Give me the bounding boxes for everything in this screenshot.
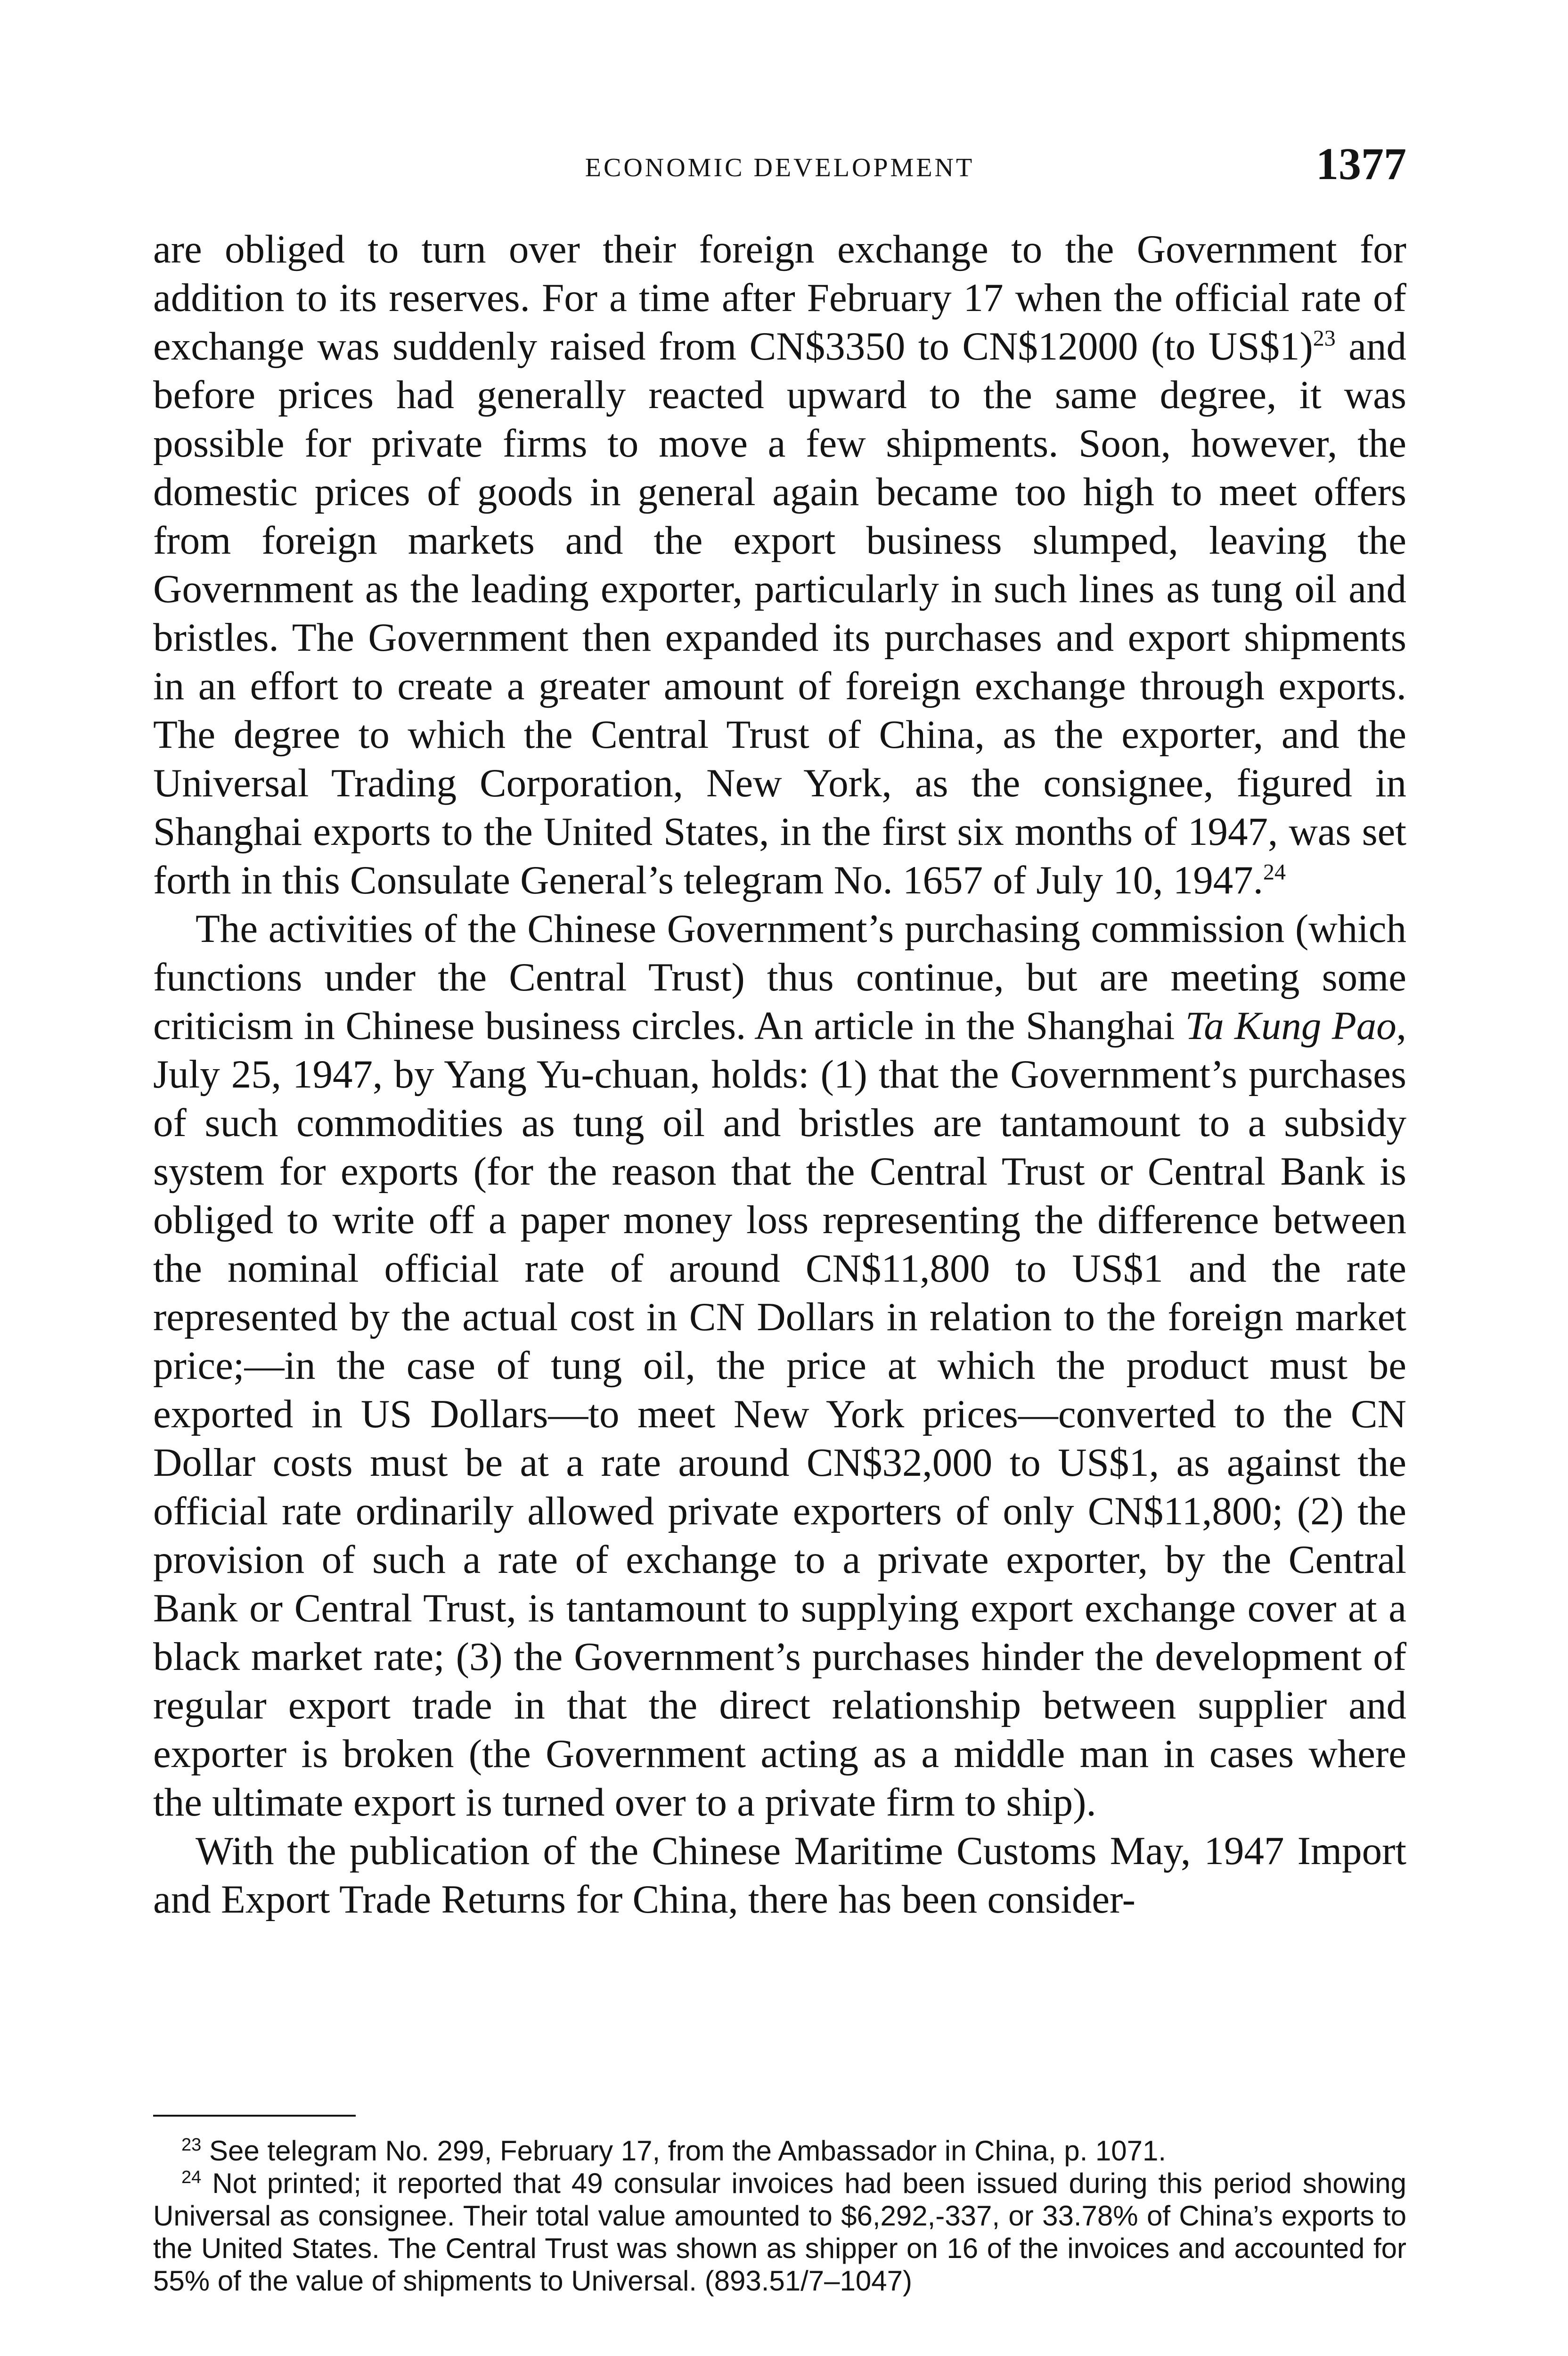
paragraph-2 [153,905,1406,1827]
paragraph-1-text-a: are obliged to turn over their foreign exchange to the Government for addition to its reserves. For a time after February 17 when the official rate of exchange was suddenly raised from CN$3350 to CN$12000 (to US$1) [153,227,1406,368]
footnote-24 [153,2167,1406,2297]
paragraph-2-text-a: The activities of the Chinese Government’s purchasing commission (which functions under the Central Trust) thus continue, but are meeting some criticism in Chinese business circles. An article in the Shanghai [153,907,1406,1048]
footnote-23-mark: 23 [181,2135,202,2155]
footnote-rule [153,2115,356,2117]
footnotes [153,2135,1406,2297]
footnote-24-mark: 24 [181,2168,202,2187]
running-head: ECONOMIC DEVELOPMENT [585,153,975,182]
body-text [153,225,1406,1924]
footnote-24-text: Not printed; it reported that 49 consular invoices had been issued during this period showing Universal as consignee. Their total value amounted to $6,292,-337, or 33.78% of China’s exports to the United States. The Central Trust was shown as shipper on 16 of the invoices and accounted for 55% of the value of shipments to Universal. (893.51/7–1047) [153,2168,1406,2297]
paragraph-1-text-b: and before prices had generally reacted upward to the same degree, it was possible for private firms to move a few shipments. Soon, however, the domestic prices of goods in general again became too high to meet offers from foreign markets and the export business slumped, leaving the Government as the leading exporter, particularly in such lines as tung oil and bristles. The Government then expanded its purchases and export shipments in an effort to create a greater amount of foreign exchange through exports. The degree to which the Central Trust of China, as the exporter, and the Universal Trading Corporation, New York, as the consignee, figured in Shanghai exports to the United States, in the first six months of 1947, was set forth in this Consulate General’s telegram No. 1657 of July 10, 1947. [153,324,1406,902]
page-header [153,141,1406,198]
page-number: 1377 [1316,139,1406,189]
footnote-23-text: See telegram No. 299, February 17, from the Ambassador in China, p. 1071. [201,2135,1167,2167]
paragraph-2-text-b: , July 25, 1947, by Yang Yu-chuan, holds: (1) that the Government’s purchases of such commodities as tung oil and bristles are tantamount to a subsidy system for exports (for the reason that the Central Trust or Central Bank is obliged to write off a paper money loss representing the difference between the nominal official rate of around CN$11,800 to US$1 and the rate represented by the actual cost in CN Dollars in relation to the foreign market price;—in the case of tung oil, the price at which the product must be exported in US Dollars—to meet New York prices—converted to the CN Dollar costs must be at a rate around CN$32,000 to US$1, as against the official rate ordinarily allowed private exporters of only CN$11,800; (2) the provision of such a rate of exchange to a private exporter, by the Central Bank or Central Trust, is tantamount to supplying export exchange cover at a black market rate; (3) the Government’s purchases hinder the development of regular export trade in that the direct relationship between supplier and exporter is broken (the Government acting as a middle man in cases where the ultimate export is turned over to a private firm to ship). [153,1004,1406,1824]
footnote-23 [153,2135,1406,2167]
paragraph-1 [153,225,1406,905]
paragraph-3-text: With the publication of the Chinese Maritime Customs May, 1947 Import and Export Trade Returns for China, there has been consider- [153,1829,1406,1922]
paragraph-3 [153,1827,1406,1924]
footnote-ref-23: 23 [1313,326,1336,351]
newspaper-title: Ta Kung Pao [1185,1004,1396,1048]
footnote-ref-24: 24 [1263,859,1286,885]
